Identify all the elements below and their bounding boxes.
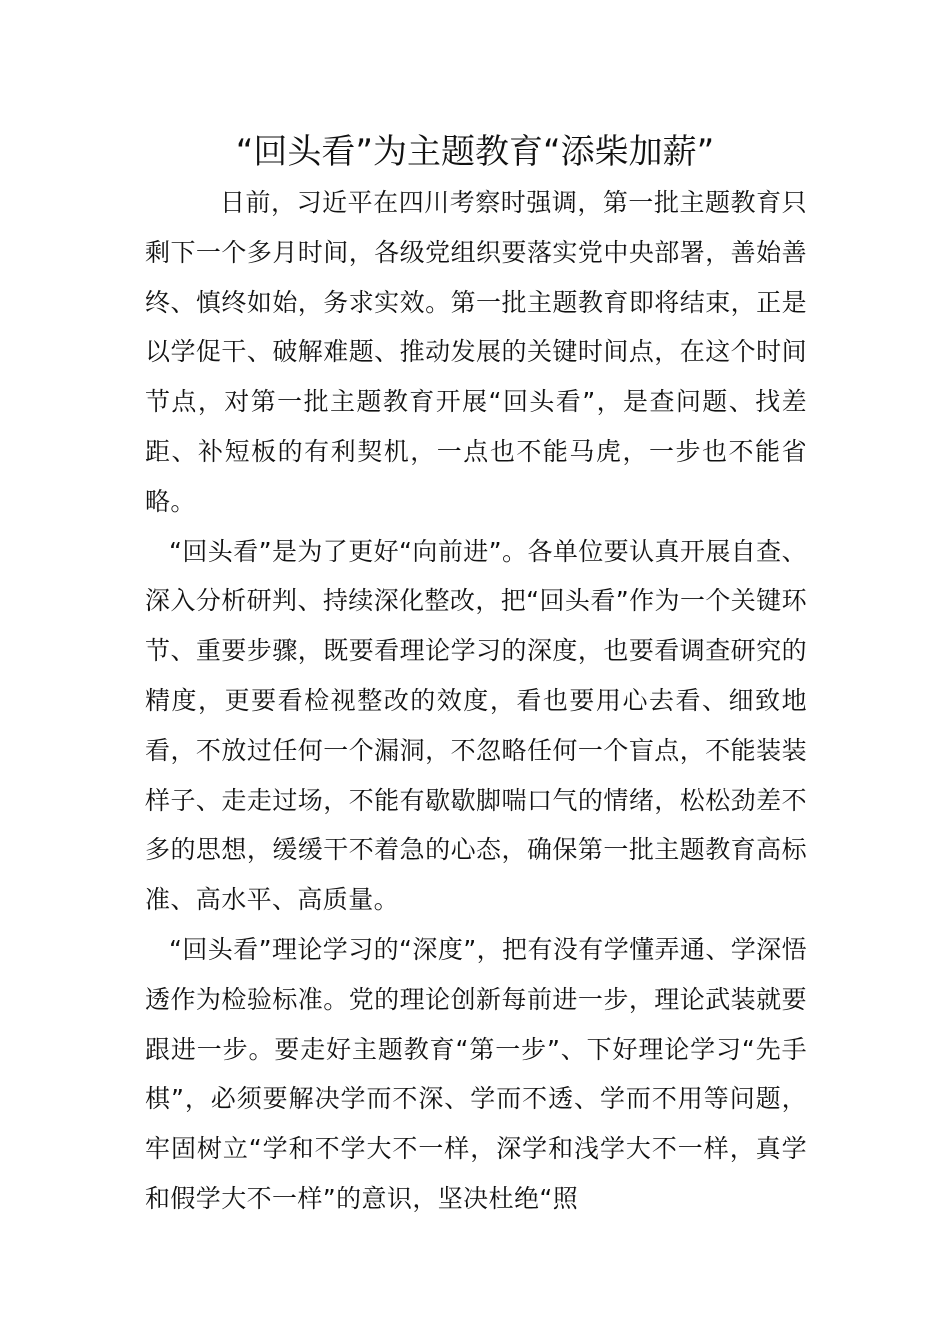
- paragraph-3: “回头看”理论学习的“深度”，把有没有学懂弄通、学深悟透作为检验标准。党的理论创新每前进一步，理论武装就要跟进一步。要走好主题教育“第一步”、下好理论学习“先手棋”，必须要解决学而不深、学而不透、学而不用等问题，牢固树立“学和不学大不一样，深学和浅学大不一样，真学和假学大不一样”的意识，坚决杜绝“照: [145, 934, 807, 1213]
- paragraph-1: 日前，习近平在四川考察时强调，第一批主题教育只剩下一个多月时间，各级党组织要落实党中央部署，善始善终、慎终如始，务求实效。第一批主题教育即将结束，正是以学促干、破解难题、推动发展的关键时间点，在这个时间节点，对第一批主题教育开展“回头看”，是查问题、找差距、补短板的有利契机，一点也不能马虎，一步也不能省略。: [145, 188, 807, 516]
- document-title: “回头看”为主题教育“添柴加薪”: [235, 132, 715, 172]
- paragraph-2: “回头看”是为了更好“向前进”。各单位要认真开展自查、深入分析研判、持续深化整改，把“回头看”作为一个关键环节、重要步骤，既要看理论学习的深度，也要看调查研究的精度，更要看检视整改的效度，看也要用心去看、细致地看，不放过任何一个漏洞，不忽略任何一个盲点，不能装装样子、走走过场，不能有歇歇脚喘口气的情绪，松松劲差不多的思想，缓缓干不着急的心态，确保第一批主题教育高标准、高水平、高质量。: [145, 536, 807, 915]
- document-body: [145, 178, 807, 1224]
